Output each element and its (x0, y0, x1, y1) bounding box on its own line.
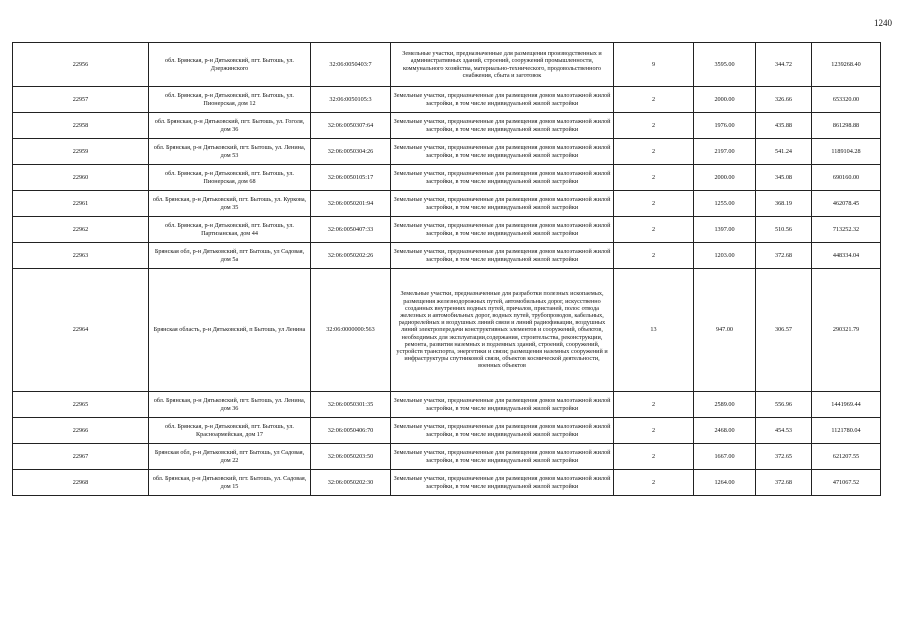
cadastral-value-cell: 1441969.44 (812, 392, 881, 418)
specific-value-cell: 344.72 (756, 43, 812, 87)
area-cell: 1255.00 (694, 191, 756, 217)
specific-value-cell: 372.65 (756, 444, 812, 470)
specific-value-cell: 541.24 (756, 139, 812, 165)
use-group-code-cell: 2 (614, 87, 694, 113)
row-number-cell: 22961 (13, 191, 149, 217)
row-number-cell: 22964 (13, 269, 149, 392)
cadastral-number-cell: 32:06:0050202:26 (311, 243, 391, 269)
table-row (13, 165, 881, 191)
table-row (13, 392, 881, 418)
table-row (13, 87, 881, 113)
area-cell: 2000.00 (694, 87, 756, 113)
use-group-code-cell: 2 (614, 165, 694, 191)
use-group-code-cell: 2 (614, 217, 694, 243)
area-cell: 2000.00 (694, 165, 756, 191)
cadastral-value-cell: 448334.04 (812, 243, 881, 269)
use-group-code-cell: 2 (614, 418, 694, 444)
specific-value-cell: 510.56 (756, 217, 812, 243)
specific-value-cell: 345.08 (756, 165, 812, 191)
cadastral-value-cell: 861298.88 (812, 113, 881, 139)
land-use-description-cell: Земельные участки, предназначенные для размещения домов малоэтажной жилой застройки, в том числе индивидуальной жилой застройки (391, 191, 614, 217)
area-cell: 3595.00 (694, 43, 756, 87)
cadastral-number-cell: 32:06:0000000:563 (311, 269, 391, 392)
address-cell: Брянская обл, р-н Дятьковский, пгт Бытошь, ул Садовая, дом 22 (149, 444, 311, 470)
use-group-code-cell: 9 (614, 43, 694, 87)
row-number-cell: 22958 (13, 113, 149, 139)
land-use-description-cell: Земельные участки, предназначенные для размещения домов малоэтажной жилой застройки, в том числе индивидуальной жилой застройки (391, 165, 614, 191)
area-cell: 1976.00 (694, 113, 756, 139)
table-row (13, 113, 881, 139)
row-number-cell: 22968 (13, 470, 149, 496)
row-number-cell: 22966 (13, 418, 149, 444)
specific-value-cell: 372.68 (756, 470, 812, 496)
use-group-code-cell: 2 (614, 392, 694, 418)
land-use-description-cell: Земельные участки, предназначенные для размещения домов малоэтажной жилой застройки, в том числе индивидуальной жилой застройки (391, 444, 614, 470)
land-use-description-cell: Земельные участки, предназначенные для разработки полезных ископаемых, размещения железнодорожных путей, автомобильных дорог, искусственно созданных внутренних водных путей, причалов, пристаней, полос отвода железных и автомобильных дорог, водных путей, трубопроводов, кабельных, радиорелейных и воздушных линий связи и линий радиофикации, воздушных линий электропередачи конструктивных элементов и сооружений, объектов, необходимых для эксплуатации,содержания, строительства, реконструкции, ремонта, развития наземных и подземных зданий, строений, сооружений, устройств транспорта, энергетики и связи; размещения наземных сооружений и инфраструктуры спутниковой связи, объектов космической деятельности, военных объектов (391, 269, 614, 392)
address-cell: обл. Брянская, р-н Дятьковский, пгт. Бытошь, ул. Куркова, дом 35 (149, 191, 311, 217)
cadastral-number-cell: 32:06:0050105:17 (311, 165, 391, 191)
row-number-cell: 22965 (13, 392, 149, 418)
table-body (13, 43, 881, 496)
area-cell: 1203.00 (694, 243, 756, 269)
land-use-description-cell: Земельные участки, предназначенные для размещения домов малоэтажной жилой застройки, в том числе индивидуальной жилой застройки (391, 243, 614, 269)
area-cell: 1397.00 (694, 217, 756, 243)
cadastral-value-cell: 653320.00 (812, 87, 881, 113)
specific-value-cell: 326.66 (756, 87, 812, 113)
land-use-description-cell: Земельные участки, предназначенные для размещения домов малоэтажной жилой застройки, в том числе индивидуальной жилой застройки (391, 392, 614, 418)
land-use-description-cell: Земельные участки, предназначенные для размещения домов малоэтажной жилой застройки, в том числе индивидуальной жилой застройки (391, 418, 614, 444)
table-row (13, 444, 881, 470)
land-use-description-cell: Земельные участки, предназначенные для размещения домов малоэтажной жилой застройки, в том числе индивидуальной жилой застройки (391, 217, 614, 243)
row-number-cell: 22959 (13, 139, 149, 165)
use-group-code-cell: 2 (614, 243, 694, 269)
address-cell: Брянская обл, р-н Дятьковский, пгт Бытошь, ул Садовая, дом 5а (149, 243, 311, 269)
use-group-code-cell: 2 (614, 191, 694, 217)
area-cell: 2197.00 (694, 139, 756, 165)
use-group-code-cell: 2 (614, 139, 694, 165)
table-row (13, 43, 881, 87)
table-row (13, 418, 881, 444)
row-number-cell: 22957 (13, 87, 149, 113)
specific-value-cell: 368.19 (756, 191, 812, 217)
specific-value-cell: 435.88 (756, 113, 812, 139)
row-number-cell: 22960 (13, 165, 149, 191)
cadastral-value-cell: 290321.79 (812, 269, 881, 392)
address-cell: обл. Брянская, р-н Дятьковский, пгт. Бытошь, ул. Дзержинского (149, 43, 311, 87)
cadastral-value-cell: 471067.52 (812, 470, 881, 496)
cadastral-value-cell: 690160.00 (812, 165, 881, 191)
use-group-code-cell: 2 (614, 113, 694, 139)
use-group-code-cell: 2 (614, 444, 694, 470)
address-cell: обл. Брянская, р-н Дятьковский, пгт. Бытошь, ул. Партизанская, дом 44 (149, 217, 311, 243)
cadastral-value-table (12, 42, 881, 496)
table-row (13, 191, 881, 217)
cadastral-number-cell: 32:06:0050203:50 (311, 444, 391, 470)
cadastral-value-cell: 1121780.04 (812, 418, 881, 444)
address-cell: обл. Брянская, р-н Дятьковский, пгт. Бытошь, ул. Ленина, дом 36 (149, 392, 311, 418)
use-group-code-cell: 13 (614, 269, 694, 392)
land-use-description-cell: Земельные участки, предназначенные для размещения домов малоэтажной жилой застройки, в том числе индивидуальной жилой застройки (391, 139, 614, 165)
table-row (13, 139, 881, 165)
area-cell: 1667.00 (694, 444, 756, 470)
cadastral-number-cell: 32:06:0050202:30 (311, 470, 391, 496)
cadastral-number-cell: 32:06:0050105:3 (311, 87, 391, 113)
area-cell: 2589.00 (694, 392, 756, 418)
cadastral-value-cell: 713252.32 (812, 217, 881, 243)
area-cell: 2468.00 (694, 418, 756, 444)
use-group-code-cell: 2 (614, 470, 694, 496)
cadastral-number-cell: 32:06:0050201:94 (311, 191, 391, 217)
specific-value-cell: 556.96 (756, 392, 812, 418)
table-row (13, 243, 881, 269)
address-cell: обл. Брянская, р-н Дятьковский, пгт. Бытошь, ул. Садовая, дом 15 (149, 470, 311, 496)
cadastral-value-cell: 621207.55 (812, 444, 881, 470)
row-number-cell: 22956 (13, 43, 149, 87)
cadastral-number-cell: 32:06:0050301:35 (311, 392, 391, 418)
cadastral-number-cell: 32:06:0050403:7 (311, 43, 391, 87)
cadastral-number-cell: 32:06:0050304:26 (311, 139, 391, 165)
specific-value-cell: 454.53 (756, 418, 812, 444)
address-cell: обл. Брянская, р-н Дятьковский, пгт. Бытошь, ул. Ленина, дом 53 (149, 139, 311, 165)
cadastral-value-cell: 462078.45 (812, 191, 881, 217)
cadastral-value-cell: 1189104.28 (812, 139, 881, 165)
land-use-description-cell: Земельные участки, предназначенные для размещения домов малоэтажной жилой застройки, в том числе индивидуальной жилой застройки (391, 113, 614, 139)
table-row (13, 217, 881, 243)
table-row (13, 470, 881, 496)
land-use-description-cell: Земельные участки, предназначенные для размещения домов малоэтажной жилой застройки, в том числе индивидуальной жилой застройки (391, 470, 614, 496)
specific-value-cell: 306.57 (756, 269, 812, 392)
address-cell: обл. Брянская, р-н Дятьковский, пгт. Бытошь, ул. Красноармейская, дом 17 (149, 418, 311, 444)
address-cell: Брянская область, р-н Дятьковский, п Бытошь, ул Ленина (149, 269, 311, 392)
land-use-description-cell: Земельные участки, предназначенные для размещения производственных и административных зданий, строений, сооружений промышленности, коммунального хозяйства, материально-технического, продовольственного снабжения, сбыта и заготовок (391, 43, 614, 87)
row-number-cell: 22967 (13, 444, 149, 470)
specific-value-cell: 372.68 (756, 243, 812, 269)
cadastral-number-cell: 32:06:0050307:64 (311, 113, 391, 139)
row-number-cell: 22962 (13, 217, 149, 243)
address-cell: обл. Брянская, р-н Дятьковский, пгт. Бытошь, ул. Гоголя, дом 36 (149, 113, 311, 139)
area-cell: 947.00 (694, 269, 756, 392)
area-cell: 1264.00 (694, 470, 756, 496)
table-row (13, 269, 881, 392)
cadastral-value-cell: 1239268.40 (812, 43, 881, 87)
page-number: 1240 (874, 18, 892, 28)
address-cell: обл. Брянская, р-н Дятьковский, пгт. Бытошь, ул. Пионерская, дом 68 (149, 165, 311, 191)
row-number-cell: 22963 (13, 243, 149, 269)
address-cell: обл. Брянская, р-н Дятьковский, пгт. Бытошь, ул. Пионерская, дом 12 (149, 87, 311, 113)
cadastral-number-cell: 32:06:0050406:70 (311, 418, 391, 444)
cadastral-number-cell: 32:06:0050407:33 (311, 217, 391, 243)
land-use-description-cell: Земельные участки, предназначенные для размещения домов малоэтажной жилой застройки, в том числе индивидуальной жилой застройки (391, 87, 614, 113)
